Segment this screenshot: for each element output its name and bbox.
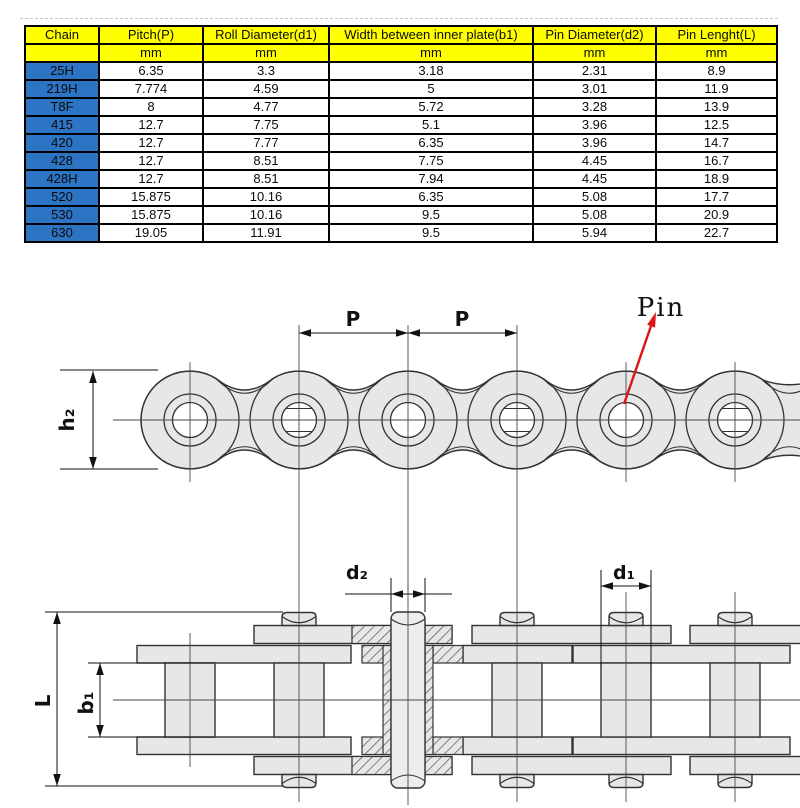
table-row	[25, 62, 777, 80]
value-cell: 3.18	[329, 62, 533, 80]
chain-cell: 25H	[25, 62, 99, 80]
chain-cell	[25, 44, 99, 62]
value-cell: Roll Diameter(d1)	[203, 26, 329, 44]
inner-plate-top	[463, 646, 572, 664]
value-cell: 9.5	[329, 206, 533, 224]
pitch-dimension-label-1: P	[345, 307, 361, 331]
value-cell: 3.01	[533, 80, 656, 98]
value-cell: 2.31	[533, 62, 656, 80]
value-cell: 17.7	[656, 188, 777, 206]
inner-plate-top	[137, 646, 351, 664]
chain-cell: 530	[25, 206, 99, 224]
outer-plate-bottom	[690, 757, 800, 775]
pin-length-dimension-label: L	[31, 694, 55, 708]
value-cell: 8.9	[656, 62, 777, 80]
value-cell: 3.3	[203, 62, 329, 80]
outer-plate-section	[352, 757, 391, 775]
value-cell: 13.9	[656, 98, 777, 116]
value-cell: 7.77	[203, 134, 329, 152]
pin-diameter-dimension-label: d₂	[346, 562, 368, 584]
chain-cell: T8F	[25, 98, 99, 116]
d1-arrow	[639, 582, 651, 590]
chain-cell: 428H	[25, 170, 99, 188]
chain-side-view-diagram	[0, 288, 800, 600]
value-cell: 5.08	[533, 206, 656, 224]
value-cell: 15.875	[99, 188, 203, 206]
value-cell: 3.96	[533, 116, 656, 134]
inner-plate-bottom	[573, 737, 790, 755]
chain-cell: 428	[25, 152, 99, 170]
spec-table	[24, 25, 778, 243]
value-cell: 12.7	[99, 116, 203, 134]
pin-callout-label: Pin	[636, 293, 686, 323]
value-cell: 6.35	[329, 134, 533, 152]
table-row	[25, 116, 777, 134]
value-cell: mm	[329, 44, 533, 62]
outer-plate-section	[425, 757, 452, 775]
value-cell: Pin Diameter(d2)	[533, 26, 656, 44]
value-cell: 15.875	[99, 206, 203, 224]
inner-plate-top	[573, 646, 790, 664]
value-cell: 8.51	[203, 170, 329, 188]
value-cell: 8.51	[203, 152, 329, 170]
inner-plate-section	[433, 646, 463, 664]
chain-cell: 415	[25, 116, 99, 134]
outer-plate-section	[425, 626, 452, 644]
pitch-arrow	[299, 329, 311, 337]
table-row	[25, 134, 777, 152]
value-cell: 3.96	[533, 134, 656, 152]
value-cell: 12.5	[656, 116, 777, 134]
value-cell: 19.05	[99, 224, 203, 242]
value-cell: Pin Lenght(L)	[656, 26, 777, 44]
value-cell: 3.28	[533, 98, 656, 116]
value-cell: 6.35	[329, 188, 533, 206]
chain-cell: Chain	[25, 26, 99, 44]
value-cell: 12.7	[99, 134, 203, 152]
inner-plate-bottom	[137, 737, 351, 755]
plate-height-dimension-label: h₂	[55, 408, 79, 432]
table-header-row	[25, 26, 777, 44]
h2-arrow	[89, 457, 97, 469]
outer-plate-top	[690, 626, 800, 644]
value-cell: 5.94	[533, 224, 656, 242]
outer-plate-top	[472, 626, 671, 644]
table-row	[25, 188, 777, 206]
b1-arrow	[96, 663, 104, 675]
table-row	[25, 170, 777, 188]
chain-cell: 420	[25, 134, 99, 152]
value-cell: 4.45	[533, 152, 656, 170]
table-row	[25, 206, 777, 224]
outer-plate-bottom	[472, 757, 671, 775]
value-cell: 5.08	[533, 188, 656, 206]
d2-arrow	[391, 590, 403, 598]
pitch-arrow	[408, 329, 420, 337]
inner-plate-section	[433, 737, 463, 755]
inner-plate-bottom	[463, 737, 572, 755]
chain-plan-view-diagram	[0, 556, 800, 808]
value-cell: 22.7	[656, 224, 777, 242]
table-units-row	[25, 44, 777, 62]
value-cell: 6.35	[99, 62, 203, 80]
table-row	[25, 80, 777, 98]
value-cell: mm	[203, 44, 329, 62]
value-cell: 14.7	[656, 134, 777, 152]
top-divider	[20, 18, 778, 19]
table-row	[25, 224, 777, 242]
d1-arrow	[601, 582, 613, 590]
value-cell: 7.75	[203, 116, 329, 134]
value-cell: 5	[329, 80, 533, 98]
value-cell: 10.16	[203, 188, 329, 206]
chain-cell: 520	[25, 188, 99, 206]
value-cell: 11.91	[203, 224, 329, 242]
value-cell: 20.9	[656, 206, 777, 224]
pitch-dimension-label-2: P	[454, 307, 470, 331]
value-cell: 4.45	[533, 170, 656, 188]
d2-arrow	[413, 590, 425, 598]
value-cell: 8	[99, 98, 203, 116]
value-cell: Pitch(P)	[99, 26, 203, 44]
L-arrow	[53, 774, 61, 786]
L-arrow	[53, 612, 61, 624]
value-cell: mm	[99, 44, 203, 62]
value-cell: mm	[533, 44, 656, 62]
h2-arrow	[89, 371, 97, 383]
value-cell: 4.77	[203, 98, 329, 116]
value-cell: 5.72	[329, 98, 533, 116]
value-cell: 10.16	[203, 206, 329, 224]
table-row	[25, 152, 777, 170]
value-cell: mm	[656, 44, 777, 62]
inner-width-dimension-label: b₁	[74, 691, 98, 715]
b1-arrow	[96, 725, 104, 737]
value-cell: 12.7	[99, 152, 203, 170]
value-cell: 16.7	[656, 152, 777, 170]
value-cell: Width between inner plate(b1)	[329, 26, 533, 44]
value-cell: 4.59	[203, 80, 329, 98]
value-cell: 7.94	[329, 170, 533, 188]
value-cell: 11.9	[656, 80, 777, 98]
value-cell: 7.75	[329, 152, 533, 170]
value-cell: 7.774	[99, 80, 203, 98]
roller-diameter-dimension-label: d₁	[613, 562, 635, 584]
table-row	[25, 98, 777, 116]
chain-cell: 219H	[25, 80, 99, 98]
value-cell: 5.1	[329, 116, 533, 134]
outer-plate-section	[352, 626, 391, 644]
chain-cell: 630	[25, 224, 99, 242]
value-cell: 12.7	[99, 170, 203, 188]
pitch-arrow	[396, 329, 408, 337]
value-cell: 18.9	[656, 170, 777, 188]
pitch-arrow	[505, 329, 517, 337]
value-cell: 9.5	[329, 224, 533, 242]
